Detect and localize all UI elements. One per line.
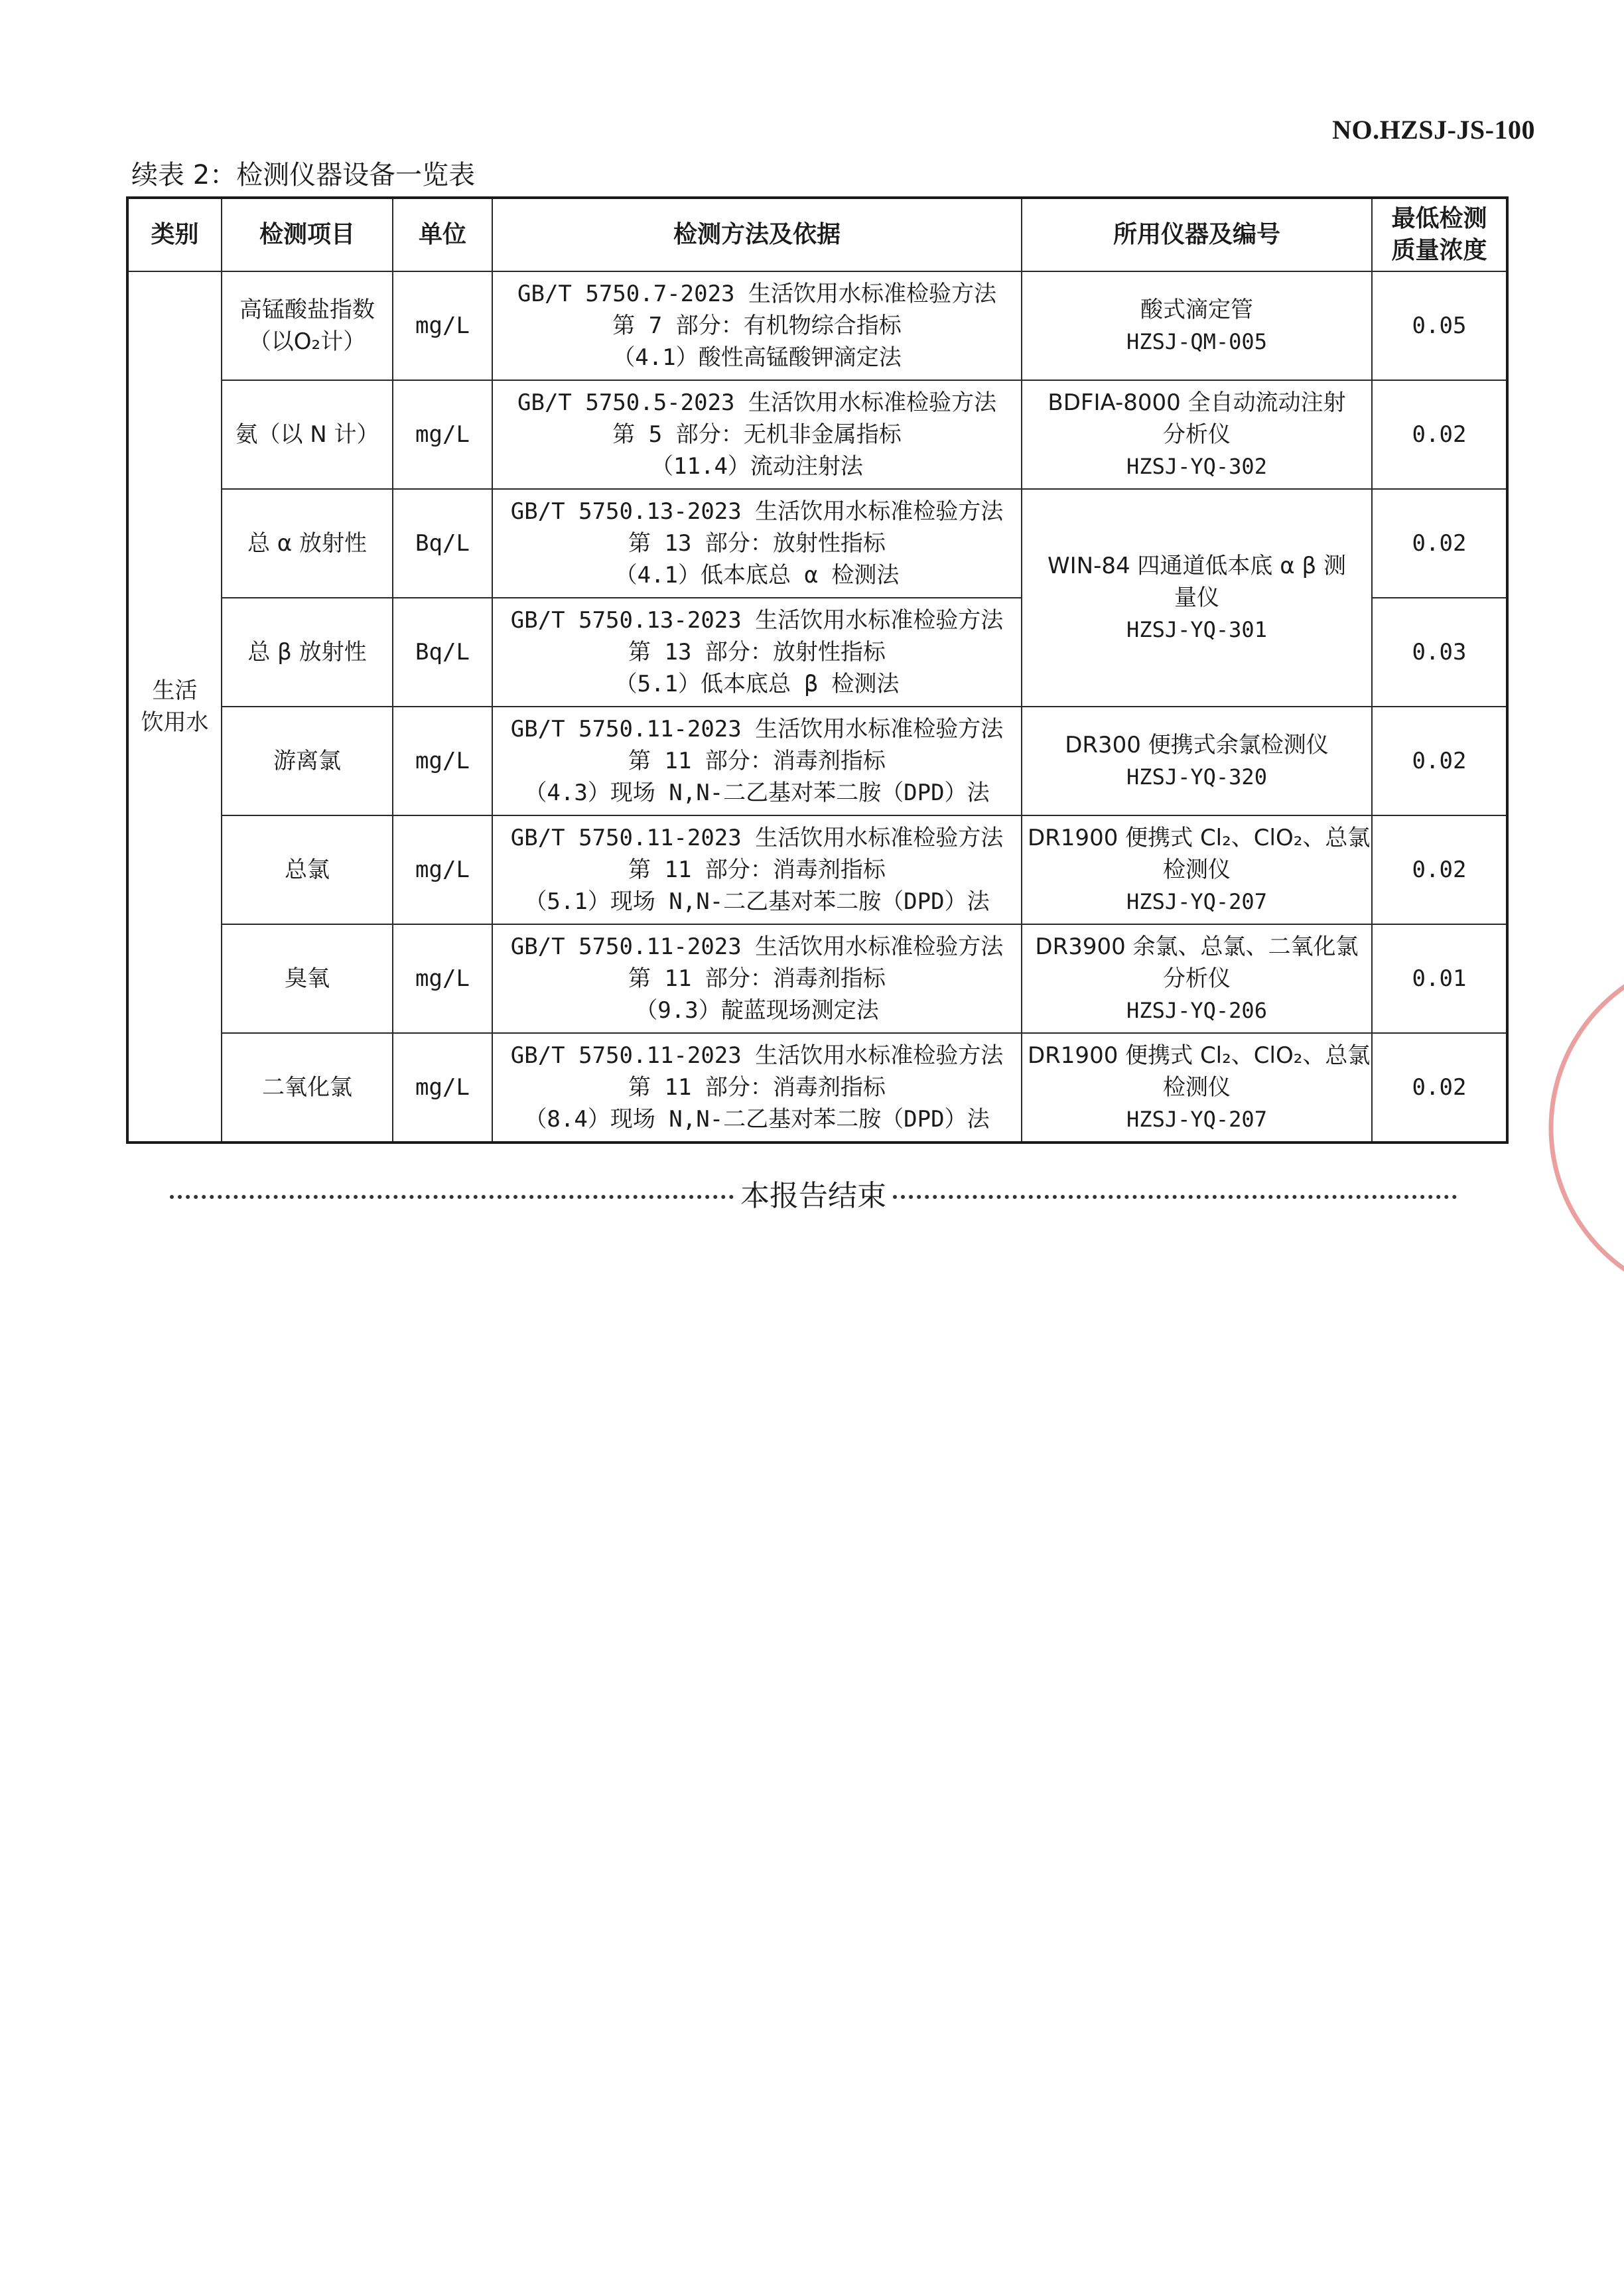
header-min-concentration (1372, 198, 1507, 271)
instrument-line: DR300 便携式余氯检测仪 (1065, 731, 1329, 758)
instrument-cell (1022, 489, 1372, 707)
method-line: GB/T 5750.13-2023 生活饮用水标准检验方法 (510, 498, 1004, 525)
method-line: （8.4）现场 N,N-二乙基对苯二胺（DPD）法 (524, 1105, 990, 1133)
category-line: 饮用水 (141, 709, 209, 736)
instrument-id: HZSJ-QM-005 (1126, 328, 1267, 354)
table-header-row (127, 198, 1507, 271)
instrument-id: HZSJ-YQ-207 (1126, 888, 1267, 914)
item-cell (222, 271, 393, 380)
method-line: 第 11 部分：消毒剂指标 (628, 747, 886, 774)
method-line: （4.1）酸性高锰酸钾滴定法 (612, 344, 902, 371)
method-line: （11.4）流动注射法 (651, 452, 863, 480)
instrument-line: WIN-84 四通道低本底 α β 测 (1048, 552, 1346, 579)
instrument-line: DR3900 余氯、总氯、二氧化氯 (1035, 933, 1359, 960)
table-row (127, 489, 1507, 598)
instrument-cell (1022, 1033, 1372, 1143)
report-end-line (170, 1172, 1457, 1214)
instrument-line: DR1900 便携式 Cl₂、ClO₂、总氯 (1028, 824, 1371, 851)
instrument-id: HZSJ-YQ-207 (1126, 1106, 1267, 1132)
method-line: 第 11 部分：消毒剂指标 (628, 965, 886, 992)
table-row (127, 707, 1507, 815)
item-cell (222, 815, 393, 924)
table-row (127, 380, 1507, 489)
instrument-line: BDFIA-8000 全自动流动注射 (1048, 389, 1346, 416)
item-text: 总 β 放射性 (247, 638, 367, 665)
method-line: GB/T 5750.11-2023 生活饮用水标准检验方法 (510, 1042, 1004, 1069)
method-line: 第 7 部分：有机物综合指标 (612, 312, 902, 339)
item-text: 氨（以 N 计） (235, 421, 379, 448)
item-cell (222, 924, 393, 1033)
item-text: 二氧化氯 (262, 1074, 352, 1101)
method-cell (492, 598, 1022, 707)
min-concentration-cell: 0.03 (1372, 598, 1507, 707)
unit-cell: mg/L (393, 924, 492, 1033)
unit-cell: mg/L (393, 380, 492, 489)
method-line: GB/T 5750.7-2023 生活饮用水标准检验方法 (517, 280, 996, 307)
instrument-cell (1022, 380, 1372, 489)
item-text: 总氯 (285, 856, 330, 883)
method-line: （5.1）现场 N,N-二乙基对苯二胺（DPD）法 (524, 888, 990, 915)
header-item: 检测项目 (222, 198, 393, 271)
method-line: （5.1）低本底总 β 检测法 (614, 670, 900, 697)
instrument-line: 分析仪 (1163, 965, 1231, 992)
method-line: GB/T 5750.5-2023 生活饮用水标准检验方法 (517, 389, 996, 416)
table-row (127, 271, 1507, 380)
item-cell (222, 707, 393, 815)
unit-cell: mg/L (393, 271, 492, 380)
report-end-text: 本报告结束 (740, 1179, 886, 1213)
table-row (127, 924, 1507, 1033)
method-cell (492, 707, 1022, 815)
item-cell (222, 380, 393, 489)
method-cell (492, 924, 1022, 1033)
header-min-conc-line2: 质量浓度 (1391, 237, 1487, 264)
instrument-id: HZSJ-YQ-206 (1126, 997, 1267, 1023)
instrument-line: 分析仪 (1163, 421, 1231, 448)
instrument-line: 量仪 (1174, 584, 1219, 611)
item-cell (222, 489, 393, 598)
instrument-id: HZSJ-YQ-301 (1126, 616, 1267, 642)
item-text: 游离氯 (273, 747, 341, 774)
method-cell (492, 380, 1022, 489)
table-title: 续表 2：检测仪器设备一览表 (131, 160, 476, 190)
unit-cell: Bq/L (393, 598, 492, 707)
item-text: 臭氧 (285, 965, 330, 992)
method-cell (492, 815, 1022, 924)
instrument-cell (1022, 815, 1372, 924)
category-line: 生活 (152, 677, 198, 704)
method-line: 第 13 部分：放射性指标 (628, 529, 886, 557)
min-concentration-cell: 0.01 (1372, 924, 1507, 1033)
unit-cell: mg/L (393, 815, 492, 924)
table-row (127, 815, 1507, 924)
method-line: 第 11 部分：消毒剂指标 (628, 856, 886, 883)
item-text: 总 α 放射性 (247, 529, 368, 557)
instrument-id: HZSJ-YQ-302 (1126, 453, 1267, 479)
method-line: （4.3）现场 N,N-二乙基对苯二胺（DPD）法 (524, 779, 990, 806)
unit-cell: Bq/L (393, 489, 492, 598)
header-instrument: 所用仪器及编号 (1022, 198, 1372, 271)
min-concentration-cell: 0.02 (1372, 489, 1507, 598)
instrument-cell (1022, 924, 1372, 1033)
item-cell (222, 1033, 393, 1143)
item-text: （以O₂计） (248, 328, 366, 355)
method-line: （4.1）低本底总 α 检测法 (614, 561, 900, 589)
instrument-cell (1022, 707, 1372, 815)
min-concentration-cell: 0.05 (1372, 271, 1507, 380)
instrument-line: 检测仪 (1163, 1074, 1231, 1101)
min-concentration-cell: 0.02 (1372, 1033, 1507, 1143)
method-cell (492, 271, 1022, 380)
instrument-id: HZSJ-YQ-320 (1126, 764, 1267, 790)
unit-cell: mg/L (393, 707, 492, 815)
method-line: 第 5 部分：无机非金属指标 (612, 421, 902, 448)
instrument-line: 酸式滴定管 (1140, 296, 1253, 323)
item-text: 高锰酸盐指数 (239, 296, 375, 323)
method-line: GB/T 5750.11-2023 生活饮用水标准检验方法 (510, 824, 1004, 851)
header-category: 类别 (127, 198, 222, 271)
min-concentration-cell: 0.02 (1372, 380, 1507, 489)
instrument-cell (1022, 271, 1372, 380)
instrument-line: 检测仪 (1163, 856, 1231, 883)
method-cell (492, 489, 1022, 598)
min-concentration-cell: 0.02 (1372, 707, 1507, 815)
instrument-table (126, 196, 1509, 1144)
header-min-conc-line1: 最低检测 (1391, 205, 1487, 232)
header-method: 检测方法及依据 (492, 198, 1022, 271)
method-cell (492, 1033, 1022, 1143)
method-line: （9.3）靛蓝现场测定法 (635, 997, 879, 1024)
category-cell (127, 271, 222, 1143)
official-seal-stamp (1524, 955, 1624, 1300)
instrument-line: DR1900 便携式 Cl₂、ClO₂、总氯 (1028, 1042, 1371, 1069)
method-line: GB/T 5750.11-2023 生活饮用水标准检验方法 (510, 933, 1004, 960)
item-cell (222, 598, 393, 707)
method-line: GB/T 5750.11-2023 生活饮用水标准检验方法 (510, 715, 1004, 742)
document-number: NO.HZSJ-JS-100 (1332, 115, 1535, 145)
method-line: 第 13 部分：放射性指标 (628, 638, 886, 665)
table-row (127, 1033, 1507, 1143)
method-line: GB/T 5750.13-2023 生活饮用水标准检验方法 (510, 606, 1004, 634)
unit-cell: mg/L (393, 1033, 492, 1143)
dotted-leader-right (893, 1187, 1457, 1199)
min-concentration-cell: 0.02 (1372, 815, 1507, 924)
method-line: 第 11 部分：消毒剂指标 (628, 1074, 886, 1101)
dotted-leader-left (170, 1187, 734, 1199)
header-unit: 单位 (393, 198, 492, 271)
